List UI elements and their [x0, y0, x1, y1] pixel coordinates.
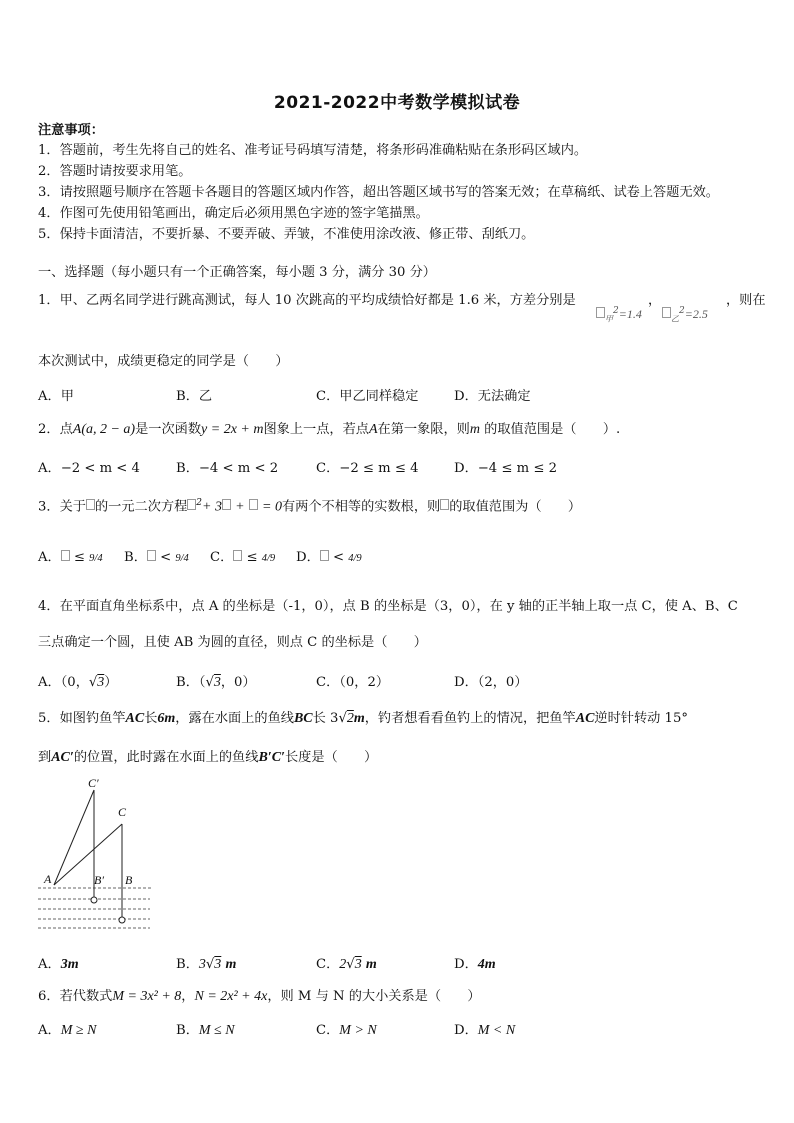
q1-line2: 本次测试中，成绩更稳定的同学是（ ） [38, 354, 289, 369]
q3-option-d: D． < 4/9 [296, 550, 362, 565]
notice-item-3: 3．请按照题号顺序在答题卡各题目的答题区域内作答，超出答题区域书写的答案无效；在草稿纸、试卷上答题无效。 [38, 185, 719, 200]
q5-option-d: D．4m [454, 957, 496, 972]
q6-stem: 6．若代数式M = 3x² + 8，N = 2x² + 4x，则 M 与 N 的大小关系是（ ） [38, 989, 481, 1004]
hook-b-prime [91, 897, 97, 903]
q6-option-b: B．M ≤ N [176, 1023, 235, 1038]
q5-option-a: A．3m [38, 957, 79, 972]
label-c-prime: C′ [88, 776, 99, 790]
notice-item-5: 5．保持卡面清洁，不要折暴、不要弄破、弄皱，不准使用涂改液、修正带、刮纸刀。 [38, 227, 535, 242]
q1-tail: ，则在 [726, 293, 766, 308]
q2-option-d: D．−4 ≤ m ≤ 2 [454, 461, 557, 476]
q6-option-d: D．M < N [454, 1023, 516, 1038]
q2-option-b: B．−4 < m < 2 [176, 461, 279, 476]
section-heading: 一、选择题（每小题只有一个正确答案，每小题 3 分，满分 30 分） [38, 265, 436, 280]
q4-option-a: A．（0，√3） [38, 675, 118, 690]
q1-variance-2: $_乙^2$=2.5 [662, 306, 708, 324]
q1-comma: ， [648, 293, 662, 308]
q5-line1: 5．如图钓鱼竿AC长6m，露在水面上的鱼线BC长 3√2m，钓者想看看鱼钓上的情况，把鱼竿AC逆时针转动 15° [38, 711, 688, 726]
q5-option-b: B．3√3 m [176, 957, 237, 972]
notice-item-2: 2．答题时请按要求用笔。 [38, 164, 192, 179]
q5-option-c: C．2√3 m [316, 957, 377, 972]
q1-option-b: B．乙 [176, 389, 213, 404]
q6-option-a: A．M ≥ N [38, 1023, 97, 1038]
q2-option-c: C．−2 ≤ m ≤ 4 [316, 461, 419, 476]
q3-stem: 3．关于 的一元二次方程 $^2$+ 3 + = 0有两个不相等的实数根，则 的取值范围为（ ） [38, 498, 582, 515]
label-b: B [125, 873, 133, 887]
q2-stem: 2．点A(a, 2 − a)是一次函数y = 2x + m图象上一点，若点A在第一象限，则m 的取值范围是（ ）. [38, 422, 621, 437]
q1-option-a: A．甲 [38, 389, 74, 404]
label-b-prime: B′ [94, 873, 104, 887]
q1-option-d: D．无法确定 [454, 389, 531, 404]
page-title: 2021-2022中考数学模拟试卷 [273, 93, 521, 113]
q5-line2: 到AC′的位置，此时露在水面上的鱼线B′C′长度是（ ） [38, 750, 378, 765]
notice-item-4: 4．作图可先使用铅笔画出，确定后必须用黑色字迹的签字笔描黑。 [38, 206, 429, 221]
notice-item-1: 1．答题前，考生先将自己的姓名、准考证号码填写清楚，将条形码准确粘贴在条形码区域内。 [38, 143, 588, 158]
notice-heading: 注意事项： [38, 123, 104, 138]
q4-option-c: C．（0，2） [316, 675, 390, 690]
q4-line1: 4．在平面直角坐标系中，点 A 的坐标是（-1，0），点 B 的坐标是（3，0），在 y 轴的正半轴上取一点 C，使 A、B、C [38, 599, 738, 614]
label-c: C [118, 805, 127, 819]
q4-option-d: D．（2，0） [454, 675, 528, 690]
fishing-rod-figure [30, 772, 160, 932]
q4-option-b: B．（√3，0） [176, 675, 256, 690]
q2-option-a: A．−2 < m < 4 [38, 461, 140, 476]
q3-option-b: B． < 9/4 [124, 550, 189, 565]
rod-ac [54, 824, 122, 885]
q1-line1: 1．甲、乙两名同学进行跳高测试，每人 10 次跳高的平均成绩恰好都是 1.6 米，方差分别是 [38, 293, 576, 308]
q1-option-c: C．甲乙同样稳定 [316, 389, 419, 404]
q6-option-c: C．M > N [316, 1023, 377, 1038]
q3-option-c: C． ≤ 4/9 [210, 550, 276, 565]
q4-line2: 三点确定一个圆，且使 AB 为圆的直径，则点 C 的坐标是（ ） [38, 635, 427, 650]
rod-ac-prime [54, 790, 94, 885]
q3-option-a: A． ≤ 9/4 [38, 550, 103, 565]
hook-b [119, 917, 125, 923]
label-a: A [44, 872, 52, 886]
q1-variance-1: $_甲^2$=1.4 [596, 306, 642, 324]
